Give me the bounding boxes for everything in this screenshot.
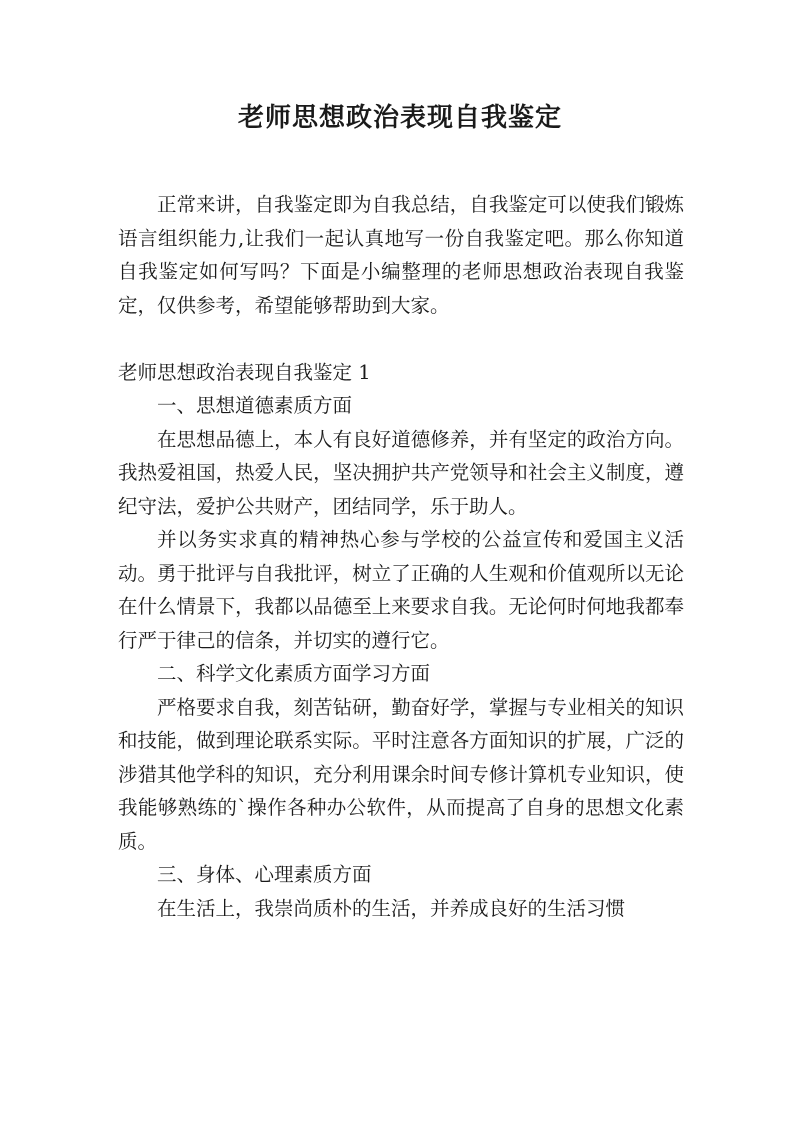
document-body: [118, 188, 684, 925]
section-title: 老师思想政治表现自我鉴定 1: [118, 360, 371, 384]
paragraph-moral-2: 并以务实求真的精神热心参与学校的公益宣传和爱国主义活动。勇于批评与自我批评，树立了正确的人生观和价值观所以无论在什么情景下，我都以品德至上来要求自我。无论何时何地我都奉行严于律己的信条，并切实的遵行它。: [118, 528, 684, 652]
paragraph-moral-1: 在思想品德上，本人有良好道德修养，并有坚定的政治方向。我热爱祖国，热爱人民，坚决拥护共产党领导和社会主义制度，遵纪守法，爱护公共财产，团结同学，乐于助人。: [118, 427, 684, 518]
subheading-physical: 三、身体、心理素质方面: [157, 863, 372, 886]
subheading-culture: 二、科学文化素质方面学习方面: [157, 662, 431, 685]
paragraph-physical: 在生活上，我崇尚质朴的生活，并养成良好的生活习惯: [157, 896, 626, 920]
document-title: 老师思想政治表现自我鉴定: [237, 103, 562, 133]
paragraph-culture: 严格要求自我，刻苦钻研，勤奋好学，掌握与专业相关的知识和技能，做到理论联系实际。平时注意各方面知识的扩展，广泛的涉猎其他学科的知识，充分利用课余时间专修计算机专业知识，使我能够熟练的`操作各种办公软件，从而提高了自身的思想文化素质。: [118, 695, 684, 853]
subheading-moral: 一、思想道德素质方面: [157, 394, 353, 417]
intro-paragraph: 正常来讲，自我鉴定即为自我总结，自我鉴定可以使我们锻炼语言组织能力,让我们一起认真地写一份自我鉴定吧。那么你知道自我鉴定如何写吗？下面是小编整理的老师思想政治表现自我鉴定，仅供参考，希望能够帮助到大家。: [118, 193, 684, 317]
